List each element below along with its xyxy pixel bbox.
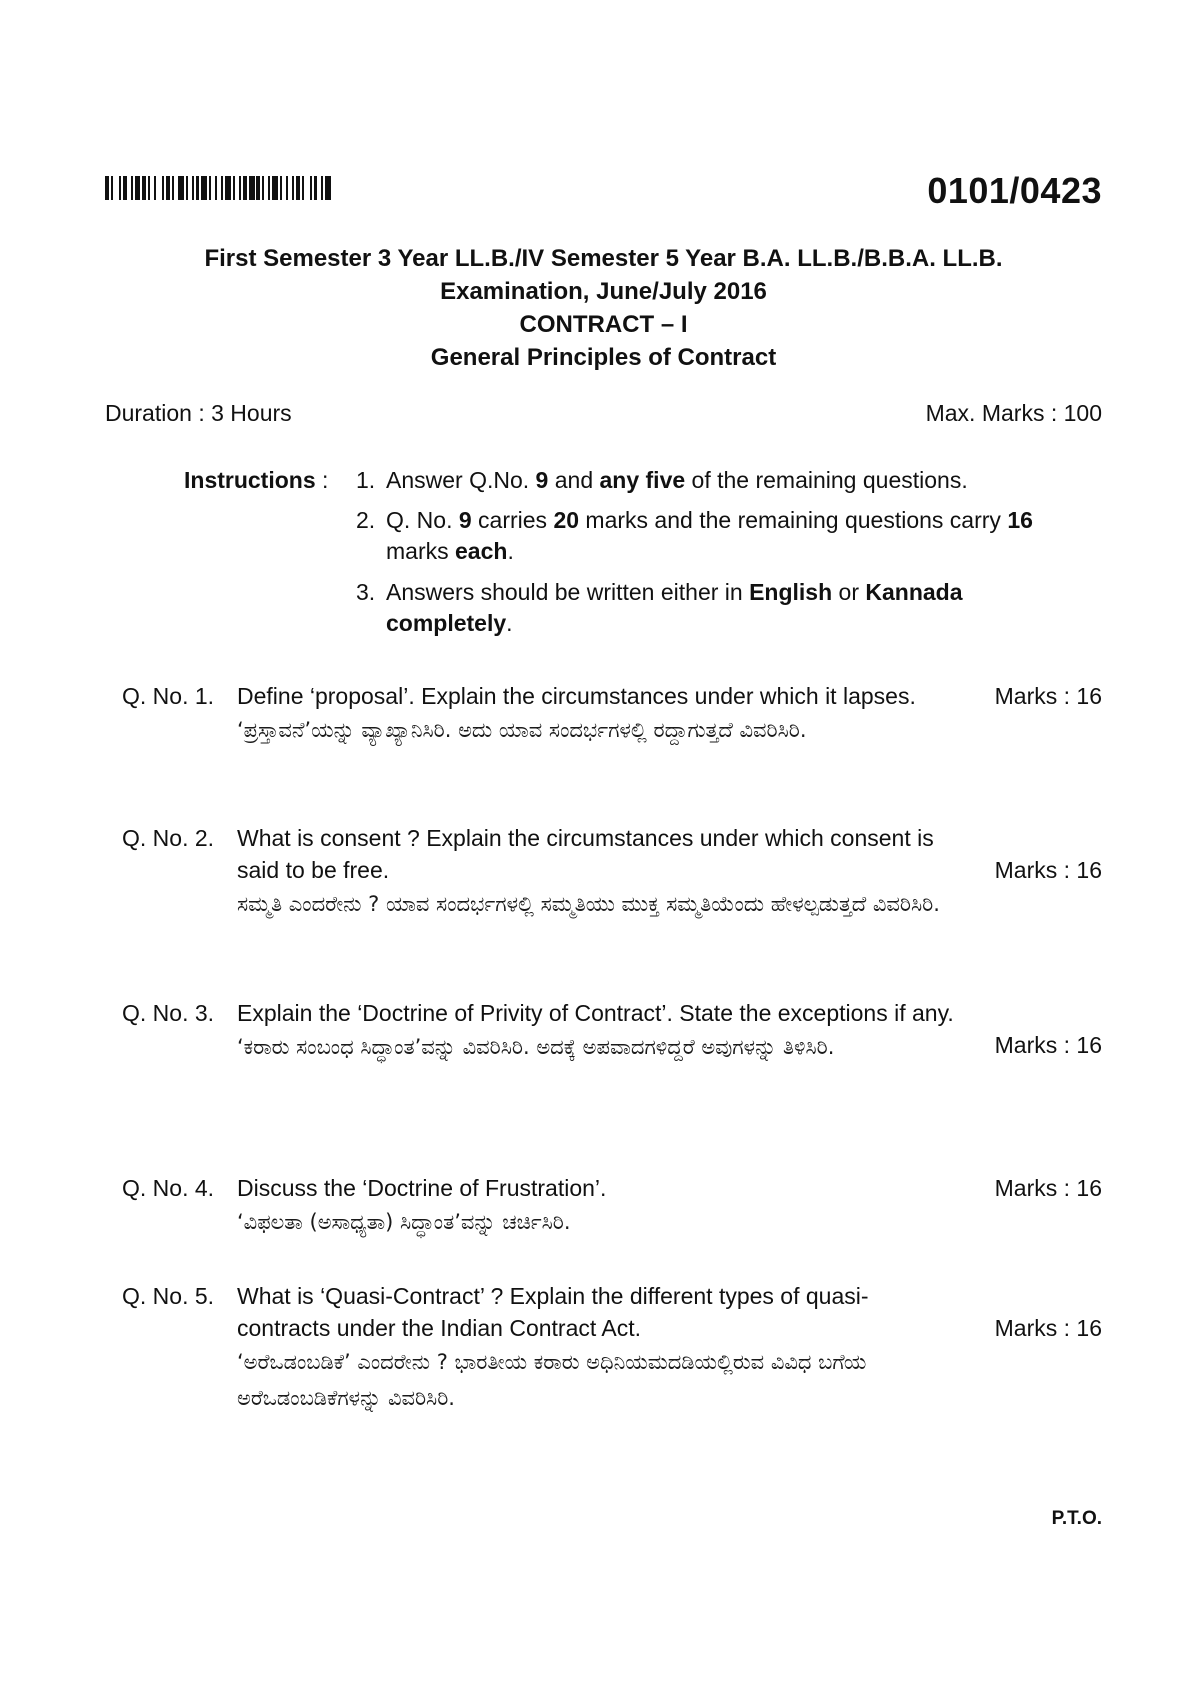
question-marks: Marks : 16 [994,1032,1102,1058]
page-turn-over: P.T.O. [1051,1508,1102,1529]
question-marks: Marks : 16 [994,1175,1102,1201]
question-text-english: Discuss the ‘Doctrine of Frustration’. [237,1175,607,1201]
question-body [237,1172,957,1240]
question-label: Q. No. 4. [122,1175,215,1201]
question-text-kannada: ‘ಪ್ರಸ್ತಾವನೆ’ಯನ್ನು ವ್ಯಾಖ್ಯಾನಿಸಿರಿ. ಅದು ಯಾವ ಸಂದರ್ಭಗಳಲ್ಲಿ ರದ್ದಾಗುತ್ತದೆ ವಿವರಿಸಿರಿ. [237,718,807,742]
question-marks: Marks : 16 [994,1315,1102,1341]
question-text-kannada: ‘ಅರೆಒಡಂಬಡಿಕೆ’ ಎಂದರೇನು ? ಭಾರತೀಯ ಕರಾರು ಅಧಿನಿಯಮದಡಿಯಲ್ಲಿರುವ ವಿವಿಧ ಬಗೆಯ ಅರೆಒಡಂಬಡಿಕೆಗಳನ್ನು ವಿವರಿಸಿರಿ. [237,1350,867,1410]
exam-title-line-2: Examination, June/July 2016 [440,278,767,305]
question-label: Q. No. 2. [122,825,215,851]
exam-title-line-1: First Semester 3 Year LL.B./IV Semester 5 Year B.A. LL.B./B.B.A. LL.B. [204,245,1003,272]
instructions-label: Instructions : [184,467,329,493]
question-text-kannada: ‘ವಿಫಲತಾ (ಅಸಾಧ್ಯತಾ) ಸಿದ್ಧಾಂತ’ವನ್ನು ಚರ್ಚಿಸಿರಿ. [237,1210,571,1234]
question-body [237,822,957,922]
question-label: Q. No. 3. [122,1000,215,1026]
question-text-kannada: ‘ಕರಾರು ಸಂಬಂಧ ಸಿದ್ಧಾಂತ’ವನ್ನು ವಿವರಿಸಿರಿ. ಅದಕ್ಕೆ ಅಪವಾದಗಳಿದ್ದರೆ ಅವುಗಳನ್ನು ತಿಳಿಸಿರಿ. [237,1035,835,1059]
question-marks: Marks : 16 [994,857,1102,883]
instruction-number: 1. [356,467,376,493]
duration: Duration : 3 Hours [105,400,292,426]
max-marks: Max. Marks : 100 [925,400,1102,426]
barcode-icon [105,176,331,200]
instructions-label-text: Instructions [184,467,316,493]
question-marks: Marks : 16 [994,683,1102,709]
subject-subtitle: General Principles of Contract [430,344,777,371]
question-text-english: What is ‘Quasi-Contract’ ? Explain the different types of quasi-contracts under the Indian Contract Act. [237,1283,869,1341]
exam-heading [105,242,1102,374]
question-body [237,997,957,1065]
instruction-text: Answers should be written either in English or Kannada completely. [386,579,963,636]
instruction-number: 3. [356,579,376,605]
instruction-text: Q. No. 9 carries 20 marks and the remaining questions carry 16 marks each. [386,507,1033,564]
question-text-english: Explain the ‘Doctrine of Privity of Contract’. State the exceptions if any. [237,1000,954,1026]
question-text-kannada: ಸಮ್ಮತಿ ಎಂದರೇನು ? ಯಾವ ಸಂದರ್ಭಗಳಲ್ಲಿ ಸಮ್ಮತಿಯು ಮುಕ್ತ ಸಮ್ಮತಿಯೆಂದು ಹೇಳಲ್ಪಡುತ್ತದೆ ವಿವರಿಸಿರಿ. [237,892,940,916]
subject-title: CONTRACT – I [519,311,688,338]
question-body [237,680,957,748]
question-body [237,1280,957,1416]
question-label: Q. No. 1. [122,683,215,709]
instruction-number: 2. [356,507,376,533]
question-text-english: Define ‘proposal’. Explain the circumstances under which it lapses. [237,683,916,709]
question-label: Q. No. 5. [122,1283,215,1309]
header-row [105,170,1102,220]
instruction-text: Answer Q.No. 9 and any five of the remaining questions. [386,467,968,493]
paper-code: 0101/0423 [927,170,1102,211]
question-text-english: What is consent ? Explain the circumstances under which consent is said to be free. [237,825,934,883]
